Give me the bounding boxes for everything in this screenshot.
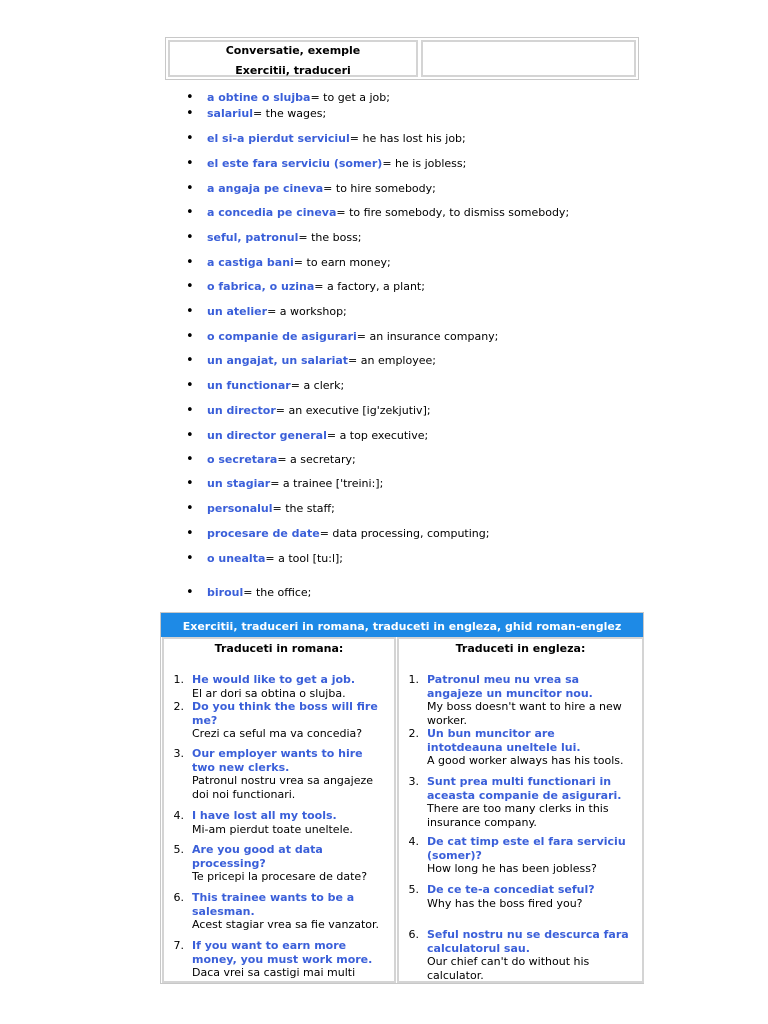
- exercise-answer: Acest stagiar vrea sa fie vanzator.: [192, 918, 380, 931]
- exercise-question: Patronul meu nu vrea sa: [427, 673, 580, 686]
- english-translation: = an insurance company;: [356, 330, 499, 343]
- exercise-answer: Patronul nostru vrea sa angajeze: [192, 774, 374, 787]
- bullet-icon: •: [186, 106, 194, 121]
- vocab-term: [207, 586, 311, 599]
- exercise-question: Un bun muncitor are: [427, 727, 555, 740]
- english-translation: = the office;: [243, 586, 312, 599]
- exercise-question: two new clerks.: [192, 760, 290, 774]
- column-heading: Traduceti in engleza:: [455, 642, 586, 655]
- exercise-number: 5.: [408, 883, 419, 896]
- bullet-icon: •: [186, 279, 194, 294]
- english-translation: = a workshop;: [267, 305, 347, 318]
- bullet-icon: •: [186, 378, 194, 393]
- romanian-term: salariul: [207, 107, 253, 120]
- exercise-body: [192, 809, 392, 836]
- exercise-body: [427, 775, 639, 829]
- romanian-term: un director: [207, 404, 276, 417]
- exercise-question: This trainee wants to be a: [192, 891, 355, 904]
- column-translate-to-english: [397, 637, 644, 983]
- english-translation: = to earn money;: [293, 256, 391, 269]
- exercise-question: salesman.: [192, 904, 255, 918]
- romanian-term: a concedia pe cineva: [207, 206, 337, 219]
- romanian-term: un director general: [207, 429, 327, 442]
- column-heading: Traduceti in romana:: [214, 642, 344, 655]
- bullet-icon: •: [186, 181, 194, 196]
- bullet-icon: •: [186, 205, 194, 220]
- exercise-answer: Why has the boss fired you?: [427, 896, 583, 910]
- vocab-term: [207, 182, 436, 195]
- exercise-body: [192, 673, 392, 700]
- exercise-number: 2.: [408, 727, 419, 740]
- romanian-term: o companie de asigurari: [207, 330, 357, 343]
- vocab-term: [207, 206, 569, 219]
- exercise-body: [427, 928, 639, 982]
- english-translation: = the wages;: [252, 107, 327, 120]
- bullet-icon: •: [186, 304, 194, 319]
- exercise-body: [192, 747, 392, 801]
- exercise-number: 1.: [408, 673, 419, 686]
- header-cell-empty: [421, 40, 636, 77]
- exercise-question: I have lost all my tools.: [192, 809, 337, 822]
- romanian-term: biroul: [207, 586, 244, 599]
- exercise-body: [192, 843, 392, 884]
- exercise-number: 6.: [173, 891, 184, 904]
- vocab-term: [207, 404, 431, 417]
- romanian-term: o fabrica, o uzina: [207, 280, 315, 293]
- exercise-answer: My boss doesn't want to hire a new: [427, 700, 622, 713]
- exercise-body: [192, 891, 392, 932]
- exercise-answer: How long he has been jobless?: [427, 862, 597, 875]
- exercise-question: De ce te-a concediat seful?: [427, 883, 595, 896]
- exercise-answer: Our chief can't do without his: [427, 955, 590, 968]
- bullet-icon: •: [186, 585, 194, 600]
- vocab-term: [207, 354, 436, 367]
- exercise-question: De cat timp este el fara serviciu: [427, 835, 626, 848]
- vocab-term: [207, 453, 356, 466]
- romanian-term: el si-a pierdut serviciul: [207, 132, 350, 145]
- vocab-term: [207, 477, 383, 490]
- romanian-term: o secretara: [207, 453, 278, 466]
- romanian-term: procesare de date: [207, 527, 320, 540]
- exercise-body: [427, 835, 639, 876]
- exercise-question: processing?: [192, 856, 266, 870]
- vocab-term: [207, 330, 498, 343]
- exercise-body: [427, 727, 639, 768]
- english-translation: = to get a job;: [310, 91, 390, 104]
- romanian-term: personalul: [207, 502, 273, 515]
- vocab-term: [207, 91, 390, 104]
- exercise-number: 6.: [408, 928, 419, 941]
- vocab-term: [207, 280, 425, 293]
- english-translation: = a top executive;: [326, 429, 429, 442]
- vocab-term: [207, 107, 326, 120]
- exercise-answer: calculator.: [427, 968, 484, 982]
- bullet-icon: •: [186, 255, 194, 270]
- bullet-icon: •: [186, 156, 194, 171]
- vocab-term: [207, 305, 347, 318]
- bullet-icon: •: [186, 551, 194, 566]
- bullet-icon: •: [186, 476, 194, 491]
- bullet-icon: •: [186, 90, 194, 105]
- romanian-term: un functionar: [207, 379, 291, 392]
- romanian-term: un angajat, un salariat: [207, 354, 349, 367]
- exercise-number: 5.: [173, 843, 184, 856]
- romanian-term: a castiga bani: [207, 256, 294, 269]
- exercise-answer: Daca vrei sa castigi mai multi: [192, 966, 356, 979]
- bullet-icon: •: [186, 526, 194, 541]
- exercise-question: If you want to earn more: [192, 939, 347, 952]
- english-translation: = a secretary;: [277, 453, 356, 466]
- exercise-question: Do you think the boss will fire: [192, 700, 378, 713]
- vocab-term: [207, 552, 343, 565]
- romanian-term: un atelier: [207, 305, 268, 318]
- bullet-icon: •: [186, 501, 194, 516]
- exercise-answer: worker.: [427, 713, 468, 727]
- exercise-question: Sunt prea multi functionari in: [427, 775, 612, 788]
- english-translation: = a factory, a plant;: [314, 280, 425, 293]
- bullet-icon: •: [186, 353, 194, 368]
- exercise-question: (somer)?: [427, 848, 482, 862]
- exercise-body: [427, 883, 639, 910]
- bullet-icon: •: [186, 403, 194, 418]
- romanian-term: a angaja pe cineva: [207, 182, 324, 195]
- exercise-number: 3.: [408, 775, 419, 788]
- bullet-icon: •: [186, 452, 194, 467]
- romanian-term: a obtine o slujba: [207, 91, 311, 104]
- exercise-body: [192, 939, 392, 980]
- english-translation: = a clerk;: [290, 379, 345, 392]
- exercise-answer: El ar dori sa obtina o slujba.: [192, 686, 346, 700]
- english-translation: = to fire somebody, to dismiss somebody;: [336, 206, 570, 219]
- exercise-question: Our employer wants to hire: [192, 747, 363, 760]
- english-translation: = the boss;: [298, 231, 362, 244]
- column-translate-to-romanian: [162, 637, 396, 983]
- exercises-banner: Exercitii, traduceri in romana, traduceti in engleza, ghid roman-englez: [161, 613, 643, 637]
- exercise-answer: There are too many clerks in this: [427, 802, 609, 815]
- english-translation: = the staff;: [272, 502, 335, 515]
- exercise-answer: doi noi functionari.: [192, 787, 296, 801]
- exercise-body: [427, 673, 639, 727]
- exercise-answer: Te pricepi la procesare de date?: [192, 870, 368, 883]
- bullet-icon: •: [186, 329, 194, 344]
- english-translation: = an employee;: [348, 354, 436, 367]
- exercise-number: 1.: [173, 673, 184, 686]
- bullet-icon: •: [186, 428, 194, 443]
- exercise-answer: A good worker always has his tools.: [427, 754, 624, 767]
- vocab-term: [207, 157, 466, 170]
- exercise-question: money, you must work more.: [192, 952, 373, 966]
- header-table: [165, 37, 639, 80]
- english-translation: = an executive [ig'zekjutiv];: [275, 404, 431, 417]
- vocab-term: [207, 256, 391, 269]
- exercise-question: He would like to get a job.: [192, 673, 356, 686]
- exercise-body: [192, 700, 392, 741]
- vocab-term: [207, 379, 344, 392]
- romanian-term: seful, patronul: [207, 231, 299, 244]
- exercise-question: angajeze un muncitor nou.: [427, 686, 593, 700]
- exercise-question: intotdeauna uneltele lui.: [427, 740, 581, 754]
- exercise-question: me?: [192, 713, 218, 727]
- exercise-answer: insurance company.: [427, 815, 537, 829]
- exercise-answer: Mi-am pierdut toate uneltele.: [192, 822, 353, 836]
- english-translation: = he is jobless;: [382, 157, 467, 170]
- vocab-term: [207, 527, 489, 540]
- english-translation: = a trainee ['treini:];: [270, 477, 384, 490]
- vocab-term: [207, 231, 362, 244]
- bullet-icon: •: [186, 131, 194, 146]
- exercise-question: aceasta companie de asigurari.: [427, 788, 622, 802]
- romanian-term: el este fara serviciu (somer): [207, 157, 383, 170]
- bullet-icon: •: [186, 230, 194, 245]
- exercise-number: 3.: [173, 747, 184, 760]
- english-translation: = data processing, computing;: [319, 527, 490, 540]
- romanian-term: un stagiar: [207, 477, 271, 490]
- exercise-answer: Crezi ca seful ma va concedia?: [192, 727, 363, 740]
- english-translation: = to hire somebody;: [323, 182, 436, 195]
- vocab-term: [207, 132, 466, 145]
- exercise-question: Are you good at data: [192, 843, 323, 856]
- header-title-line1: Conversatie, exemple: [225, 44, 361, 57]
- romanian-term: o unealta: [207, 552, 266, 565]
- exercise-number: 2.: [173, 700, 184, 713]
- header-cell-title: [168, 40, 418, 77]
- vocab-term: [207, 429, 428, 442]
- exercises-box: [160, 612, 644, 984]
- vocab-term: [207, 502, 335, 515]
- exercise-number: 4.: [408, 835, 419, 848]
- english-translation: = a tool [tu:l];: [265, 552, 344, 565]
- english-translation: = he has lost his job;: [349, 132, 466, 145]
- exercise-number: 4.: [173, 809, 184, 822]
- exercise-question: calculatorul sau.: [427, 941, 530, 955]
- exercise-question: Seful nostru nu se descurca fara: [427, 928, 629, 941]
- exercise-number: 7.: [173, 939, 184, 952]
- header-title-line2: Exercitii, traduceri: [235, 64, 351, 77]
